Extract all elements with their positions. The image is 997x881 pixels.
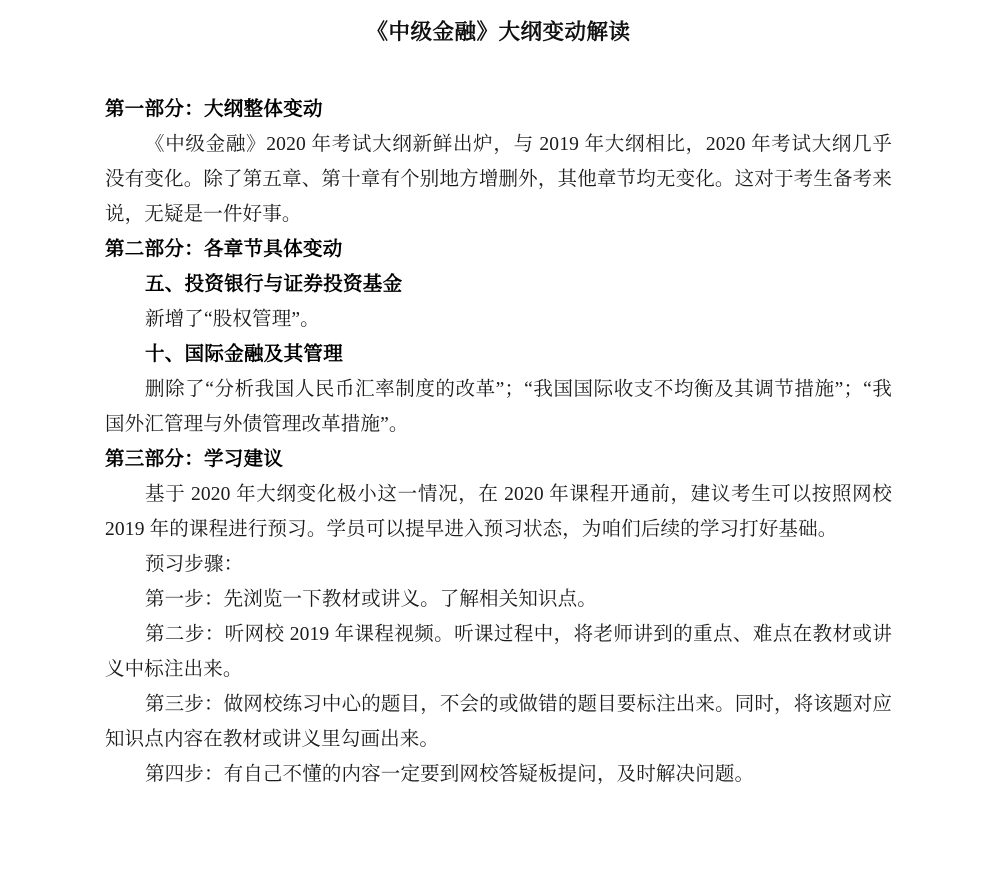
subsection-body-chapter-five: 新增了“股权管理”。 (145, 308, 320, 330)
preview-steps-label: 预习步骤： (145, 553, 244, 575)
title-spacer (0, 44, 997, 92)
subsection-heading-chapter-five: 五、投资银行与证券投资基金 (145, 273, 403, 295)
study-advice-intro-paragraph: 基于 2020 年大纲变化极小这一情况，在 2020 年课程开通前，建议考生可以按照网校 2019 年的课程进行预习。学员可以提早进入预习状态，为咱们后续的学习打好基础。 (105, 483, 892, 540)
preview-step-three: 第三步：做网校练习中心的题目，不会的或做错的题目要标注出来。同时，将该题对应知识点内容在教材或讲义里勾画出来。 (105, 693, 892, 750)
preview-step-one: 第一步：先浏览一下教材或讲义。了解相关知识点。 (145, 588, 597, 610)
subsection-chapter-five (0, 267, 997, 337)
page-title: 《中级金融》大纲变动解读 (366, 20, 631, 44)
section-heading-part-three: 第三部分：学习建议 (105, 448, 284, 470)
section-heading-part-one: 第一部分：大纲整体变动 (105, 98, 323, 120)
section-paragraph-part-one: 《中级金融》2020 年考试大纲新鲜出炉，与 2019 年大纲相比，2020 年考试大纲几乎没有变化。除了第五章、第十章有个别地方增删外，其他章节均无变化。这对于考生备考来说，无疑是一件好事。 (105, 133, 892, 225)
subsection-body-chapter-ten: 删除了“分析我国人民币汇率制度的改革”；“我国国际收支不均衡及其调节措施”；“我国外汇管理与外债管理改革措施”。 (105, 378, 892, 435)
subsection-heading-chapter-ten: 十、国际金融及其管理 (145, 343, 344, 365)
subsection-chapter-ten (0, 337, 997, 442)
preview-step-two: 第二步：听网校 2019 年课程视频。听课过程中，将老师讲到的重点、难点在教材或讲义中标注出来。 (105, 623, 892, 680)
section-part-one (0, 92, 997, 232)
section-part-two (0, 232, 997, 442)
section-part-three (0, 442, 997, 792)
preview-step-four: 第四步：有自己不懂的内容一定要到网校答疑板提问，及时解决问题。 (145, 763, 755, 785)
section-heading-part-two: 第二部分：各章节具体变动 (105, 238, 343, 260)
